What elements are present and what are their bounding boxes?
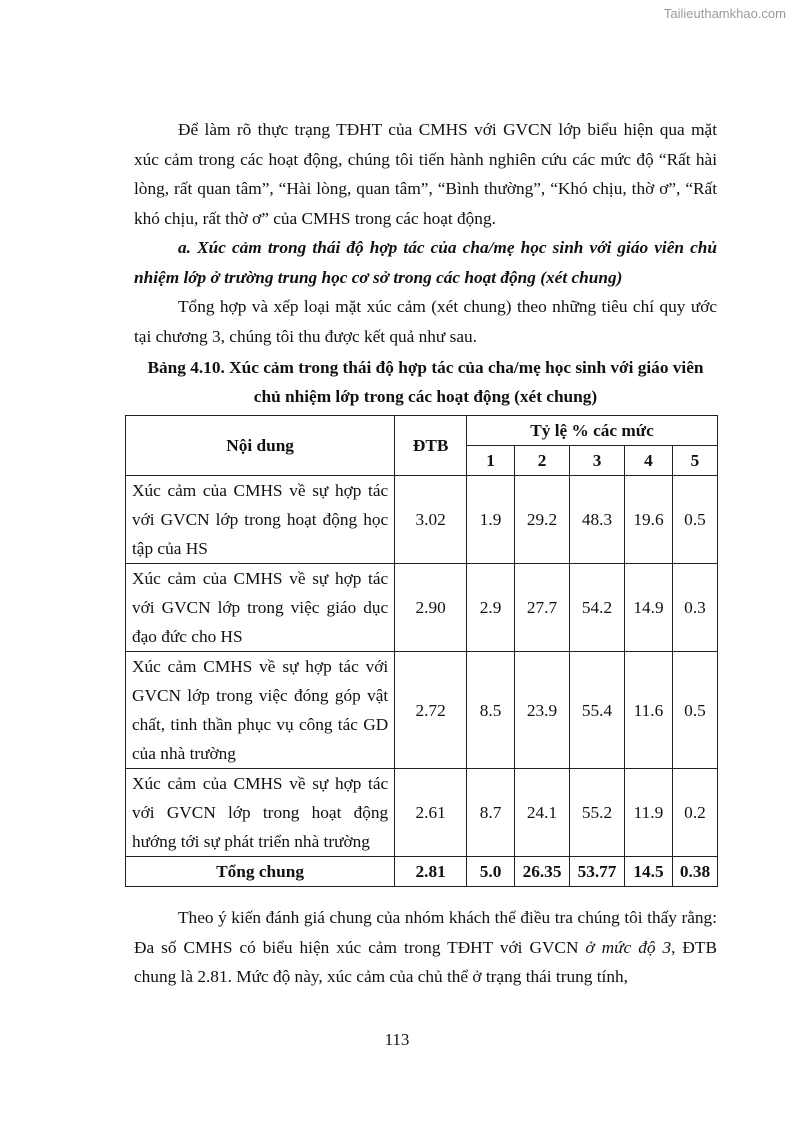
row-level-1: 1.9 (467, 476, 515, 564)
header-level-3: 3 (570, 446, 625, 476)
table-row (126, 476, 718, 564)
intro-paragraph: Để làm rõ thực trạng TĐHT của CMHS với GVCN lớp biểu hiện qua mặt xúc cảm trong các hoạt động, chúng tôi tiến hành nghiên cứu các mức độ “Rất hài lòng, rất quan tâm”, “Hài lòng, quan tâm”, “Bình thường”, “Khó chịu, thờ ơ”, “Rất khó chịu, rất thờ ơ” của CMHS trong các hoạt động. (134, 120, 717, 228)
table-row (126, 652, 718, 769)
header-level-2: 2 (515, 446, 570, 476)
row-level-3: 55.4 (570, 652, 625, 769)
row-level-3: 54.2 (570, 564, 625, 652)
row-content: Xúc cảm của CMHS về sự hợp tác với GVCN lớp trong hoạt động hướng tới sự phát triển nhà trường (126, 769, 395, 857)
conclusion-emphasis: ở mức độ 3 (585, 937, 672, 957)
total-dtb: 2.81 (395, 857, 467, 887)
header-level-1: 1 (467, 446, 515, 476)
row-level-1: 8.7 (467, 769, 515, 857)
header-content: Nội dung (126, 416, 395, 476)
row-level-2: 27.7 (515, 564, 570, 652)
row-level-5: 0.2 (672, 769, 717, 857)
row-content: Xúc cảm của CMHS về sự hợp tác với GVCN lớp trong hoạt động học tập của HS (126, 476, 395, 564)
total-level-3: 53.77 (570, 857, 625, 887)
table-total-row (126, 857, 718, 887)
row-level-3: 55.2 (570, 769, 625, 857)
conclusion-paragraph (134, 903, 717, 992)
summary-paragraph: Tổng hợp và xếp loại mặt xúc cảm (xét chung) theo những tiêu chí quy ước tại chương 3, chúng tôi thu được kết quả như sau. (134, 297, 717, 346)
header-level-5: 5 (672, 446, 717, 476)
page-content (134, 115, 717, 992)
conclusion-text-1: Theo ý kiến đánh giá chung của nhóm khách thể điều tra chúng tôi thấy rằng: Đa số CMHS có biểu hiện xúc cảm trong TĐHT với GVCN (134, 908, 717, 957)
row-dtb: 2.72 (395, 652, 467, 769)
total-level-1: 5.0 (467, 857, 515, 887)
page-number: 113 (384, 1030, 410, 1049)
table-caption: Bảng 4.10. Xúc cảm trong thái độ hợp tác của cha/mẹ học sinh với giáo viên chủ nhiệm lớp trong các hoạt động (xét chung) (147, 358, 704, 406)
row-level-5: 0.5 (672, 476, 717, 564)
row-level-5: 0.3 (672, 564, 717, 652)
header-level-4: 4 (625, 446, 673, 476)
row-level-3: 48.3 (570, 476, 625, 564)
row-level-2: 23.9 (515, 652, 570, 769)
row-level-2: 29.2 (515, 476, 570, 564)
row-level-4: 11.6 (625, 652, 673, 769)
total-level-2: 26.35 (515, 857, 570, 887)
header-dtb: ĐTB (395, 416, 467, 476)
row-level-4: 14.9 (625, 564, 673, 652)
table-row (126, 769, 718, 857)
total-level-5: 0.38 (672, 857, 717, 887)
row-level-2: 24.1 (515, 769, 570, 857)
table-row (126, 564, 718, 652)
row-content: Xúc cảm của CMHS về sự hợp tác với GVCN lớp trong việc giáo dục đạo đức cho HS (126, 564, 395, 652)
row-level-5: 0.5 (672, 652, 717, 769)
section-heading-a: a. Xúc cảm trong thái độ hợp tác của cha/mẹ học sinh với giáo viên chủ nhiệm lớp ở trường trung học cơ sở trong các hoạt động (xét chung) (134, 238, 717, 287)
row-dtb: 2.90 (395, 564, 467, 652)
row-content: Xúc cảm CMHS về sự hợp tác với GVCN lớp trong việc đóng góp vật chất, tinh thần phục vụ công tác GD của nhà trường (126, 652, 395, 769)
row-level-4: 19.6 (625, 476, 673, 564)
results-table (125, 415, 718, 887)
row-level-1: 8.5 (467, 652, 515, 769)
row-dtb: 2.61 (395, 769, 467, 857)
header-levels-title: Tỷ lệ % các mức (467, 416, 718, 446)
watermark: Tailieuthamkhao.com (663, 6, 786, 21)
conclusion-text-2: , ĐTB chung là 2.81. Mức độ này, xúc cảm của chủ thể ở trạng thái trung tính, (134, 937, 717, 986)
row-level-4: 11.9 (625, 769, 673, 857)
total-level-4: 14.5 (625, 857, 673, 887)
row-dtb: 3.02 (395, 476, 467, 564)
row-level-1: 2.9 (467, 564, 515, 652)
total-label: Tổng chung (126, 857, 395, 887)
